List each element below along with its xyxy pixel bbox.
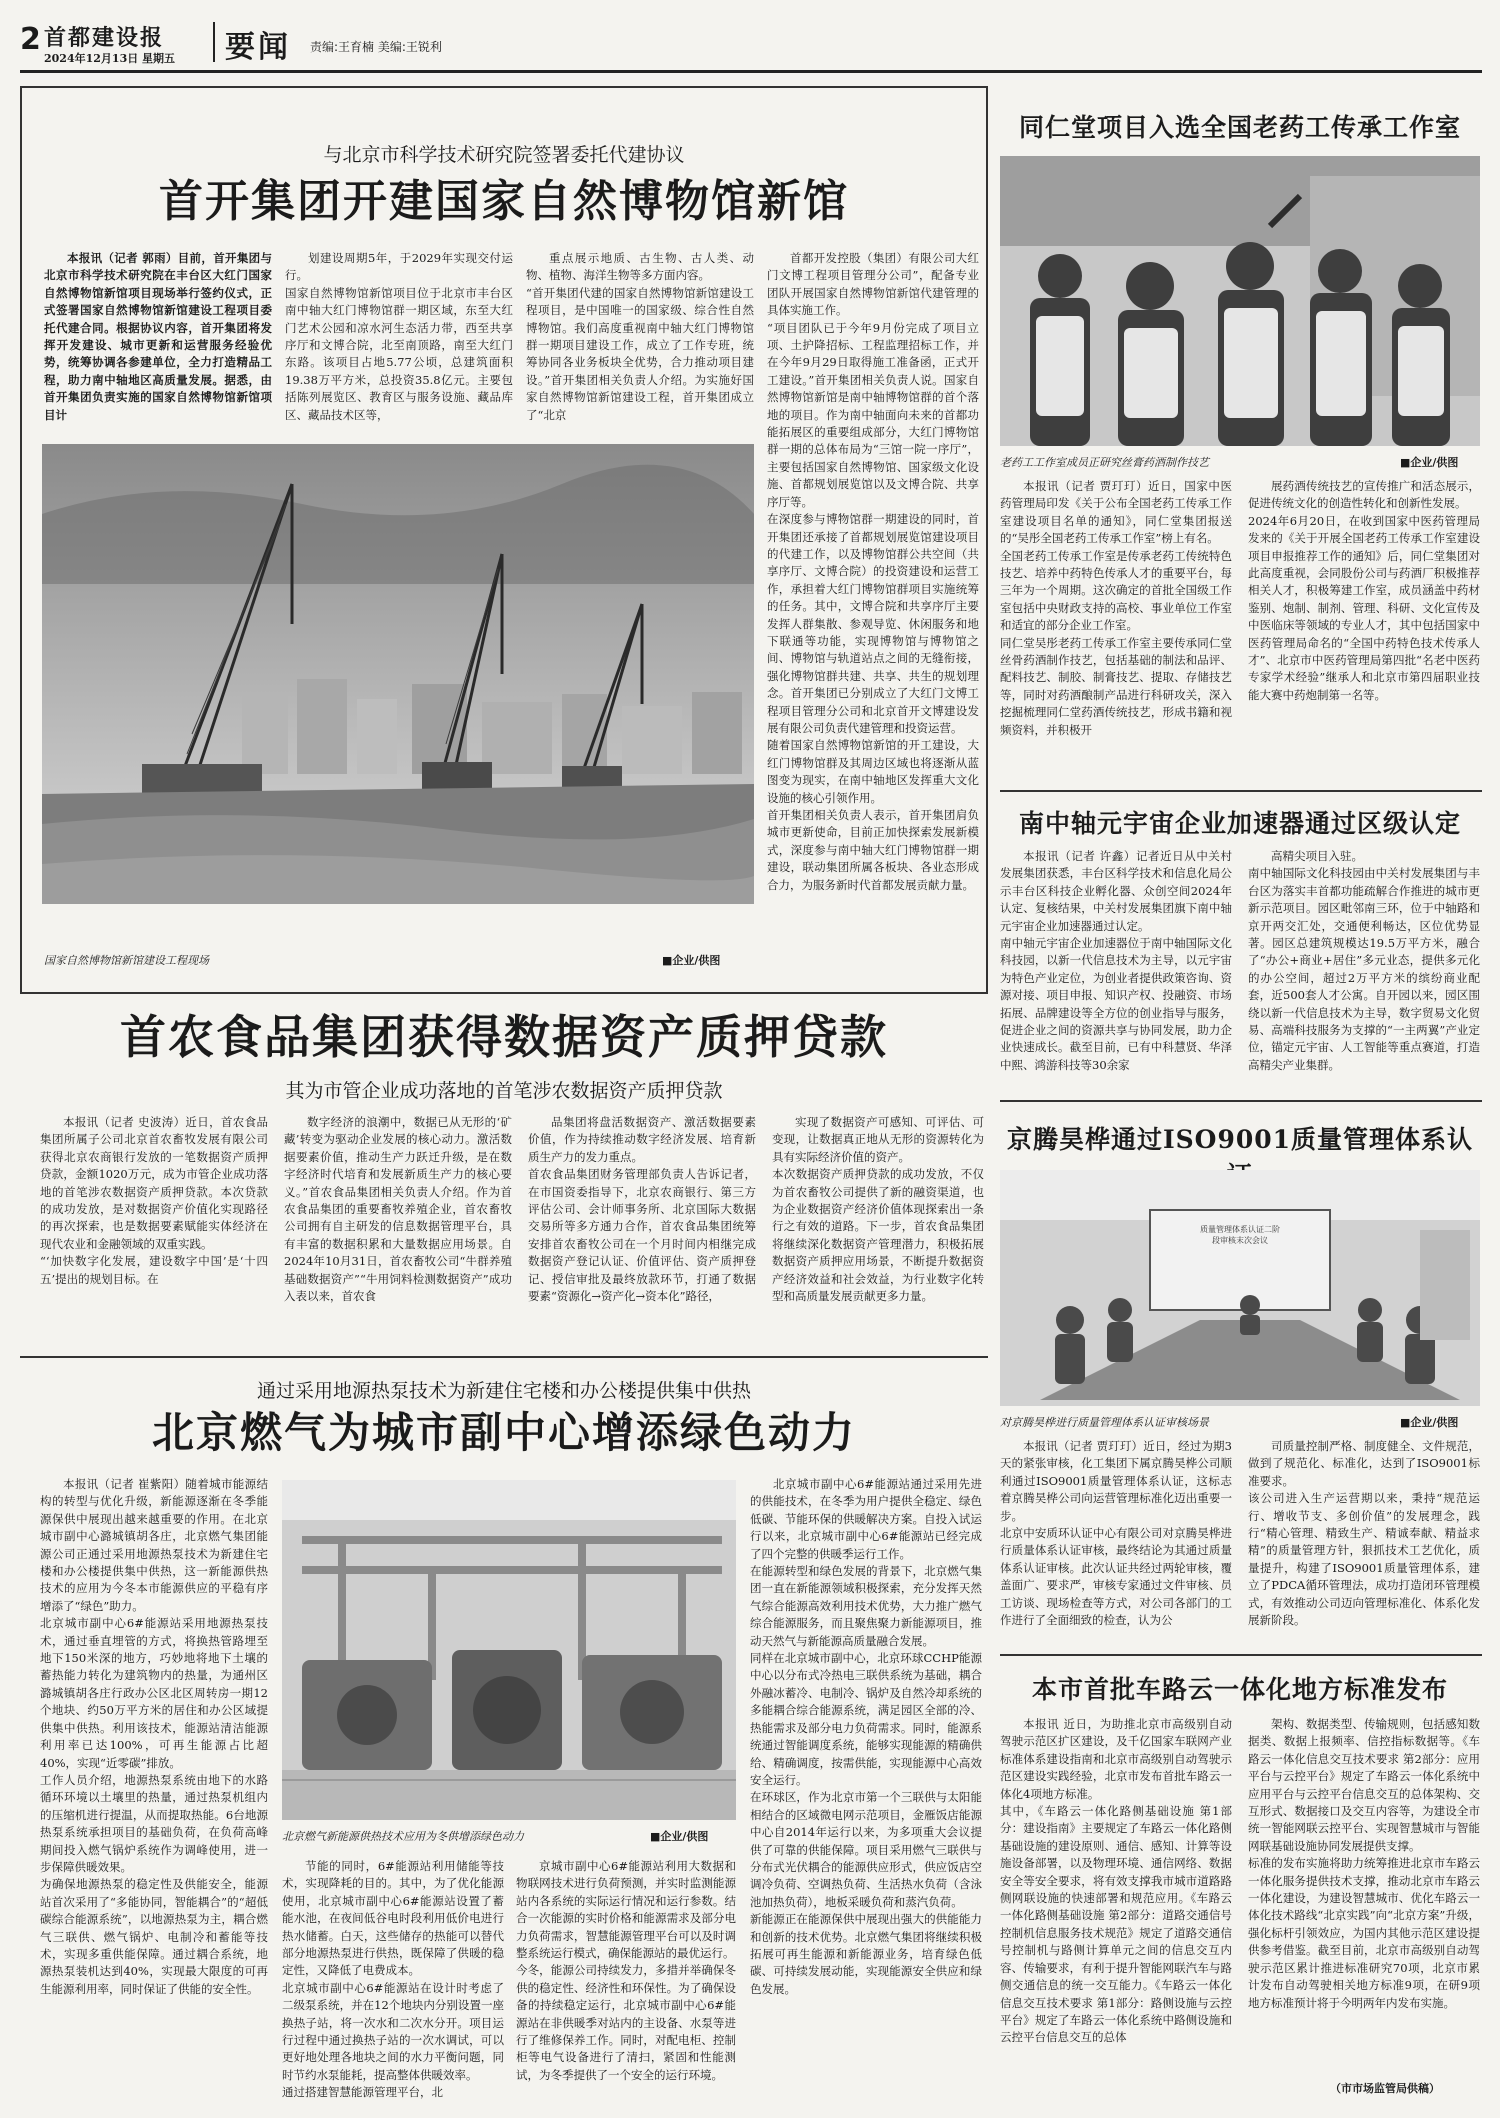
photo-credit: ■企业/供图 bbox=[662, 954, 721, 967]
photo-credit: ■企业/供图 bbox=[1400, 456, 1459, 469]
story-column-4 bbox=[767, 250, 979, 894]
photo-caption: 北京燃气新能源供热技术应用为冬供增添绿色动力 bbox=[282, 1830, 524, 1843]
issue-date: 2024年12月13日 星期五 bbox=[44, 52, 176, 65]
section-divider bbox=[20, 1356, 988, 1358]
story-text: 数字经济的浪潮中，数据已从无形的‘矿藏’转变为驱动企业发展的核心动力。激活数据要素价值，推动生产力跃迁升级，是在数字经济时代培育和发展新质生产力的核心要义。”首农食品集团相关负责人介绍。作为首农食品集团的重要畜牧养殖企业，首农畜牧公司拥有自主研发的信息数据管理平台，具有丰富的数据积累和大量数据应用场景。自2024年10月31日，首农畜牧公司“牛群养殖基础数据资产”“牛用饲料检测数据资产”成功入表以来，首农食 bbox=[284, 1115, 512, 1304]
story-text: 本报讯（记者 史波涛）近日，首农食品集团所属子公司北京首农畜牧发展有限公司获得北京农商银行发放的一笔数据资产质押贷款，金额1020万元，成为市管企业成功落地的首笔涉农数据资产质押贷款。本次贷款的成功发放，是对数据资产价值化实现路径的再次探索，也是数据要素赋能实体经济在现代农业和金融领域的双重实践。 “‘加快数字化发展，建设数字中国’是‘十四五’提出的规划目标。在 bbox=[40, 1115, 268, 1286]
section-title: 要闻 bbox=[225, 30, 291, 65]
story-column-1 bbox=[1000, 1716, 1232, 2047]
story-tongrentang bbox=[1000, 86, 1480, 786]
story-beijing-gas bbox=[20, 1362, 988, 2102]
story-text: 重点展示地质、古生物、古人类、动物、植物、海洋生物等多方面内容。 “首开集团代建的国家自然博物馆新馆建设工程项目，是中国唯一的国家级、综合性自然博物馆。我们高度重视南中轴大红门博物馆群一期项目建设工作，成立了工作专班，统筹协同各业务板块全优势，合力推动项目建设。”首开集团相关负责人介绍。为实施好国家自然博物馆新馆建设工程，首开集团成立了“北京 bbox=[526, 251, 754, 422]
story-column-1 bbox=[40, 1476, 268, 1998]
story-column-3 bbox=[516, 1858, 736, 2084]
story-headline: 北京燃气为城市副中心增添绿色动力 bbox=[151, 1408, 856, 1457]
story-jingteng-iso bbox=[1000, 1104, 1480, 1674]
section-divider bbox=[1000, 1100, 1482, 1102]
story-text: 司质量控制严格、制度健全、文件规范，做到了规范化、标准化，达到了ISO9001标准要求。 该公司进入生产运营期以来，秉持“规范运行、增收节支、多创价值”的发展理念，践行“精心管理、精致生产、精诚奉献、精益求精”的质量管理方针，狠抓技术工艺优化，质量提升，构建了ISO9001质量管理体系，建立了PDCA循环管理法，成功打造闭环管理模式，有效推动公司迈向管理标准化、体系化发展新阶段。 bbox=[1248, 1439, 1480, 1628]
slide-title: 质量管理体系认证二阶段审核末次会议 bbox=[1200, 1225, 1280, 1245]
story-text: 北京城市副中心6#能源站通过采用先进的供能技术，在冬季为用户提供全稳定、绿色低碳、节能环保的供暖解决方案。自投入试运行以来，北京城市副中心6#能源站已经完成了四个完整的供暖季运行工作。 在能源转型和绿色发展的背景下，北京燃气集团一直在新能源领域积极探索，充分发挥天然气综合能源高效利用技术优势，大力推广燃气综合能源服务，而且聚焦聚力新能源项目，推动天然气与新能源高质量融合发展。 同样在北京城市副中心，北京环球CCHP能源中心以分布式冷热电三联供系统为基础，耦合外融冰蓄冷、电制冷、锅炉及自然冷却系统的多能耦合综合能源系统，满足园区全部的冷、热能需求及部分电力负荷需求。同时，能源系统通过智能调度系统，能够实现能源的精确供给、精确调度，按需供能，实现能源中心高效安全运行。 在环球区，作为北京市第一个三联供与太阳能相结合的区域微电网示范项目，金雁饭店能源中心自2014年运行以来，为多项重大会议提供了可靠的供能保障。项目采用燃气三联供与分布式光伏耦合的能源供应形式，供应饭店空调冷负荷、空调热负荷、生活热水负荷（含泳池加热负荷），地板采暖负荷和蒸汽负荷。 新能源正在能源保供中展现出强大的供能能力和创新的技术优势。北京燃气集团将继续积极拓展可再生能源和新能源业务，培育绿色低碳、可持续发展动能，实现能源安全供应和绿色发展。 bbox=[750, 1477, 982, 1996]
story-column-3 bbox=[528, 1114, 756, 1305]
story-headline: 南中轴元宇宙企业加速器通过区级认定 bbox=[1018, 809, 1461, 838]
story-text: 本报讯（记者 崔紫阳）随着城市能源结构的转型与优化升级，新能源逐渐在冬季能源保供中展现出越来越重要的作用。在北京城市副中心潞城镇胡各庄，北京燃气集团能源公司正通过采用地源热泵技术为新建住宅楼和办公楼提供集中供热，这一新能源供热技术的应用为今冬本市能源供应的平稳有序增添了“绿色”助力。 北京城市副中心6#能源站采用地源热泵技术，通过垂直埋管的方式，将换热管路埋至地下150米深的地方，巧妙地将地下土壤的蓄热能力转化为建筑物内的热量，为通州区潞城镇胡各庄行政办公区北区周转房一期12个地块、约50万平方米的居住和办公区域提供集中供热。利用该技术，能源站清洁能源利用率已达100%，可再生能源占比超40%，实现“近零碳”排放。 工作人员介绍，地源热泵系统由地下的水路循环环境以土壤里的热量，通过热泵机组内的压缩机进行提温，从而提取热能。6台地源热泵系统承担项目的基础负荷，在负荷高峰期间投入燃气锅炉系统作为调峰使用，进一步保障供暖效果。 为确保地源热泵的稳定性及供能安全，能源站首次采用了“多能协同，智能耦合”的“超低碳综合能源系统”，以地源热泵为主，耦合燃气三联供、燃气锅炉、电制冷和蓄能等技术，实现多重供能保障。通过耦合系统，地源热泵装机达到40%，实现最大限度的可再生能源利用率，同时保证了供能的安全性。 bbox=[40, 1477, 268, 1996]
story-text: 架构、数据类型、传输规则，包括感知数据类、数据上报频率、信控指标数据等。《车路云一体化信息交互技术要求 第2部分：应用平台与云控平台》规定了车路云一体化系统中应用平台与云控平台信息交互的总体架构、交互形式、数据接口及交互内容等，为建设全市统一智能网联云控平台、实现智慧城市与智能网联基础设施协同发展提供支撑。 标准的发布实施将助力统筹推进北京市车路云一体化服务提供技术支撑，推动北京市车路云一体化建设，为建设智慧城市、优化车路云一体化技术路线“北京实践”向“北京方案”升级，强化标杆引领效应，为国内其他示范区建设提供参考借鉴。截至目前，北京市高级别自动驾驶示范区累计推进标准研究70项，北京市累计发布自动驾驶相关地方标准9项，在研9项地方标准预计将于今明两年内发布实施。 bbox=[1248, 1717, 1480, 2010]
story-column-2 bbox=[282, 1858, 504, 2102]
story-vehicle-road-cloud bbox=[1000, 1656, 1480, 2106]
photo-caption: 对京腾昊桦进行质量管理体系认证审核场景 bbox=[1000, 1416, 1209, 1429]
photo-caption: 国家自然博物馆新馆建设工程现场 bbox=[44, 954, 209, 967]
story-text: 划建设周期5年，于2029年实现交付运行。 国家自然博物馆新馆项目位于北京市丰台区南中轴大红门博物馆群一期区域，东至大红门艺术公园和凉水河生态活力带，西至共享序厅和文博合院，北至南顶路，南至大红门东路。该项目占地5.77公顷，总建筑面积19.38万平方米，总投资35.8亿元。主要包括陈列展览区、教育区与服务设施、藏品库区、藏品技术区等， bbox=[285, 251, 513, 422]
story-column-2 bbox=[1248, 478, 1480, 704]
page-number: 2 bbox=[20, 22, 41, 57]
story-text: 高精尖项目入驻。 南中轴国际文化科技园由中关村发展集团与丰台区为落实丰首都功能疏解合作推进的城市更新示范项目。园区毗邻南三环，位于中轴路和京开两交汇处，交通便利畅达，区位优势显著。园区总建筑规模达19.5万平方米，融合了“办公+商业+居住”多元业态，提供多元化的办公空间，超过2万平方米的缤纷商业配套，近500套人才公寓。自开园以来，园区围绕以新一代信息技术为主导，数字贸易文化贸易、高端科技服务为支撑的“一主两翼”产业定位，锚定元宇宙、人工智能等重点赛道，打造高精尖产业集群。 bbox=[1248, 849, 1480, 1072]
story-headline: 首开集团开建国家自然博物馆新馆 bbox=[159, 176, 849, 227]
photo-caption: 老药工工作室成员正研究丝膏药酒制作技艺 bbox=[1000, 456, 1209, 469]
story-text: 本报讯 近日，为助推北京市高级别自动驾驶示范区扩区建设，及千亿国家车联网产业标准体系建设指南和北京市高级别自动驾驶示范区建设实践经验，北京市发布首批车路云一体化4项地方标准。 其中，《车路云一体化路侧基础设施 第1部分：建设指南》主要规定了车路云一体化路侧基础设施的建设原则、通信、感知、计算等设施设备部署，以及物理环境、通信网络、数据安全等安全要求，将有效支撑我市城市道路路侧网联设施的快速部署和规范应用。《车路云一体化路侧基础设施 第2部分：道路交通信号控制机信息服务技术规范》规定了道路交通信号控制机与路侧计算单元之间的信息交互内容、传输要求，有利于提升智能网联汽车与路侧交通信息的统一交互能力。《车路云一体化信息交互技术要求 第1部分：路侧设施与云控平台》规定了车路云一体化系统中路侧设施和云控平台信息交互的总体 bbox=[1000, 1717, 1232, 2045]
header-divider bbox=[213, 22, 215, 62]
story-column-1 bbox=[1000, 478, 1232, 739]
story-column-2 bbox=[284, 1114, 512, 1305]
story-text: 本报讯（记者 郭雨）目前，首开集团与北京市科学技术研究院在丰台区大红门国家自然博物馆新馆项目现场举行签约仪式，正式签署国家自然博物馆新馆建设工程项目委托代建合同。根据协议内容，首开集团将发挥开发建设、城市更新和运营服务经验优势，统筹协调各参建单位，全力打造精品工程，助力南中轴地区高质量发展。据悉，由首开集团负责实施的国家自然博物馆新馆项目计 bbox=[44, 251, 272, 422]
construction-site-photo bbox=[42, 444, 754, 904]
energy-station-photo bbox=[282, 1480, 736, 1820]
story-text: 本报讯（记者 许鑫）记者近日从中关村发展集团获悉，丰台区科学技术和信息化局公示丰台区科技企业孵化器、众创空间2024年认定、复核结果，中关村发展集团旗下南中轴元宇宙企业加速器通过认定。 南中轴元宇宙企业加速器位于南中轴国际文化科技园，以新一代信息技术为主导，以元宇宙为特色产业定位，为创业者提供政策咨询、资源对接、项目申报、知识产权、投融资、市场拓展、品牌建设等全方位的创业指导与服务，促进企业之间的资源共享与协同发展，助力企业快速成长。截至目前，已有中科慧贤、华泽中熙、鸿游科技等30余家 bbox=[1000, 849, 1232, 1072]
story-text: 展药酒传统技艺的宣传推广和活态展示，促进传统文化的创造性转化和创新性发展。 2024年6月20日，在收到国家中医药管理局发来的《关于开展全国老药工传承工作室建设项目申报推荐工作的通知》后，同仁堂集团对此高度重视，会同股份公司与药酒厂积极推荐相关人才，积极筹建工作室，成员涵盖中药材鉴别、炮制、制剂、管理、科研、文化宣传及中医临床等领域的专业人才，其中包括国家中医药管理局命名的“全国中药特色技术传承人才”、北京市中医药管理局第四批“名老中医药专家学术经验”继承人和北京市第四届职业技能大赛中药炮制第一名等。 bbox=[1248, 479, 1480, 702]
story-column-1 bbox=[1000, 1438, 1232, 1629]
editors-credit: 责编:王育楠 美编:王锐利 bbox=[310, 40, 442, 54]
photo-credit: ■企业/供图 bbox=[1400, 1416, 1459, 1429]
workshop-photo bbox=[1000, 156, 1480, 446]
page-header bbox=[0, 0, 1500, 72]
story-text: 本报讯（记者 贾玎玎）近日，国家中医药管理局印发《关于公布全国老药工传承工作室建设项目名单的通知》，同仁堂集团报送的“吴彤全国老药工传承工作室”榜上有名。 全国老药工传承工作室是传承老药工传统特色技艺、培养中药特色传承人才的重要平台，每三年为一个周期。这次确定的首批全国级工作室包括中央财政支持的高校、事业单位工作室和适宜的部分企业工作室。 同仁堂吴彤老药工传承工作室主要传承同仁堂丝骨药酒制作技艺，包括基础的制法和品评、配料技艺、制胶、制膏技艺、提取、存储技艺等，同时对药酒酿制产品进行科研攻关，深入挖掘梳理同仁堂药酒传统技艺，形成书籍和视频资料，并积极开 bbox=[1000, 479, 1232, 737]
story-column-2 bbox=[1248, 848, 1480, 1074]
meeting-photo bbox=[1000, 1170, 1480, 1406]
story-kicker: 与北京市科学技术研究院签署委托代建协议 bbox=[323, 144, 685, 166]
header-rule bbox=[20, 70, 1482, 73]
story-column-4 bbox=[772, 1114, 984, 1305]
story-headline: 同仁堂项目入选全国老药工传承工作室 bbox=[1018, 113, 1461, 142]
story-signoff: （市市场监管局供稿） bbox=[1330, 2082, 1440, 2095]
story-column-1 bbox=[44, 250, 272, 424]
story-text: 实现了数据资产可感知、可评估、可变现，让数据真正地从无形的资源转化为具有实际经济价值的资产。 本次数据资产质押贷款的成功发放，不仅为首农畜牧公司提供了新的融资渠道，也为企业数据资产经济价值体现探索出一条行之有效的道路。下一步，首农食品集团将继续深化数据资产管理潜力，积极拓展数据资产质押应用场景，不断提升数据资产经济效益和社会效益，为行业数字化转型和高质量发展贡献更多力量。 bbox=[772, 1115, 984, 1304]
photo-credit: ■企业/供图 bbox=[650, 1830, 709, 1843]
story-column-4 bbox=[750, 1476, 982, 1998]
story-text: 品集团将盘活数据资产、激活数据要素价值，作为持续推动数字经济发展、培育新质生产力的发力重点。 首农食品集团财务管理部负责人告诉记者，在市国资委指导下，北京农商银行、第三方评估公司、会计师事务所、北京国际大数据交易所等多方通力合作，首农食品集团统筹安排首农畜牧公司在一个月时间内相继完成数据资产登记认证、价值评估、资产质押登记、授信审批及最终放款环节，打通了数据要素“资源化→资产化→资本化”路径， bbox=[528, 1115, 756, 1304]
story-headline: 首农食品集团获得数据资产质押贷款 bbox=[120, 1010, 888, 1064]
story-text: 节能的同时，6#能源站利用储能等技术，实现降耗的目的。其中，为了优化能源使用，北京城市副中心6#能源站设置了蓄能水池，在夜间低谷电时段利用低价电进行热水储蓄。白天，这些储存的热能可以替代部分地源热泵进行供热，既保障了供暖的稳定性，又降低了电费成本。 北京城市副中心6#能源站在设计时考虑了二级泵系统，并在12个地块内分别设置一座换热子站，将一次水和二次水分开。项目运行过程中通过换热子站的一次水调试，可以更好地处理各地块之间的水力平衡问题，同时节约水泵能耗，提高整体供暖效率。 通过搭建智慧能源管理平台，北 bbox=[282, 1859, 504, 2100]
story-text: 本报讯（记者 贾玎玎）近日，经过为期3天的紧张审核，化工集团下属京腾昊桦公司顺利通过ISO9001质量管理体系认证，这标志着京腾昊桦公司向运营管理标准化迈出重要一步。 北京中安质环认证中心有限公司对京腾昊桦进行质量体系认证审核，最终结论为其通过质量体系认证审核。此次认证共经过两轮审核，覆盖面广、要求严，审核专家通过文件审核、员工访谈、现场检查等方式，对公司各部门的工作进行了全面细致的检查，认为公 bbox=[1000, 1439, 1232, 1628]
story-text: 京城市副中心6#能源站利用大数据和物联网技术进行负荷预测，并实时监测能源站内各系统的实际运行情况和运行参数。结合一次能源的实时价格和能源需求及部分电力负荷需求，智慧能源管理平台可以及时调整系统运行模式，确保能源站的最优运行。 今冬，能源公司持续发力，多措并举确保冬供的稳定性、经济性和环保性。为了确保设备的持续稳定运行，北京城市副中心6#能源站在非供暖季对站内的主设备、水泵等进行了维修保养工作。同时，对配电柜、控制柜等电气设备进行了清扫，紧固和性能测试，为冬季提供了一个安全的运行环境。 bbox=[516, 1859, 736, 2082]
newspaper-name: 首都建设报 bbox=[44, 26, 165, 51]
story-nanzhongzhou bbox=[1000, 792, 1480, 1092]
story-shoukai-museum bbox=[20, 86, 988, 994]
story-subhead: 其为市管企业成功落地的首笔涉农数据资产质押贷款 bbox=[285, 1080, 723, 1102]
story-headline: 京腾昊桦通过ISO9001质量管理体系认 bbox=[1006, 1125, 1474, 1154]
story-headline: 本市首批车路云一体化地方标准发布 bbox=[1031, 1675, 1448, 1704]
story-column-2 bbox=[1248, 1716, 1480, 2012]
story-kicker: 通过采用地源热泵技术为新建住宅楼和办公楼提供集中供热 bbox=[256, 1380, 751, 1402]
story-shounong-loan bbox=[20, 1000, 988, 1348]
story-column-3 bbox=[526, 250, 754, 424]
story-column-1 bbox=[1000, 848, 1232, 1074]
story-column-2 bbox=[285, 250, 513, 424]
story-column-2 bbox=[1248, 1438, 1480, 1629]
story-text: 首都开发控股（集团）有限公司大红门文博工程项目管理分公司”，配备专业团队开展国家自然博物馆新馆代建管理的具体实施工作。 “项目团队已于今年9月份完成了项目立项、土护降招标、工程监理招标工作，并在今年9月29日取得施工准备函，正式开工建设。”首开集团相关负责人说。国家自然博物馆新馆是南中轴博物馆群的首个落地的项目。作为南中轴面向未来的首都功能拓展区的重要组成部分，大红门博物馆群一期的总体布局为“三馆一院一序厅”，主要包括国家自然博物馆、国家级文化设施、首都规划展览馆以及文博合院、共享序厅等。 在深度参与博物馆群一期建设的同时，首开集团还承接了首都规划展览馆建设项目的代建工作，以及博物馆群公共空间（共享序厅、文博合院）的投资建设和运营工作，承担着大红门博物馆群项目实施统筹的任务。其中，文博合院和共享序厅主要发挥人群集散、参观导览、休闲服务和地下联通等功能，实现博物馆与博物馆之间、博物馆与轨道站点之间的无缝衔接，强化博物馆群共建、共享、共生的规划理念。首开集团已分别成立了大红门文博工程项目管理分公司和北京首开文博建设发展有限公司负责代建管理和投资运营。 随着国家自然博物馆新馆的开工建设，大红门博物馆群及其周边区域也将逐渐从蓝图变为现实，在南中轴地区发挥重大文化设施的核心引领作用。 首开集团相关负责人表示，首开集团肩负城市更新使命，目前正加快探索发展新模式，深度参与南中轴大红门博物馆群一期建设，联动集团所属各板块、各业态形成合力，为服务新时代首都发展贡献力量。 bbox=[767, 251, 979, 892]
story-column-1 bbox=[40, 1114, 268, 1288]
